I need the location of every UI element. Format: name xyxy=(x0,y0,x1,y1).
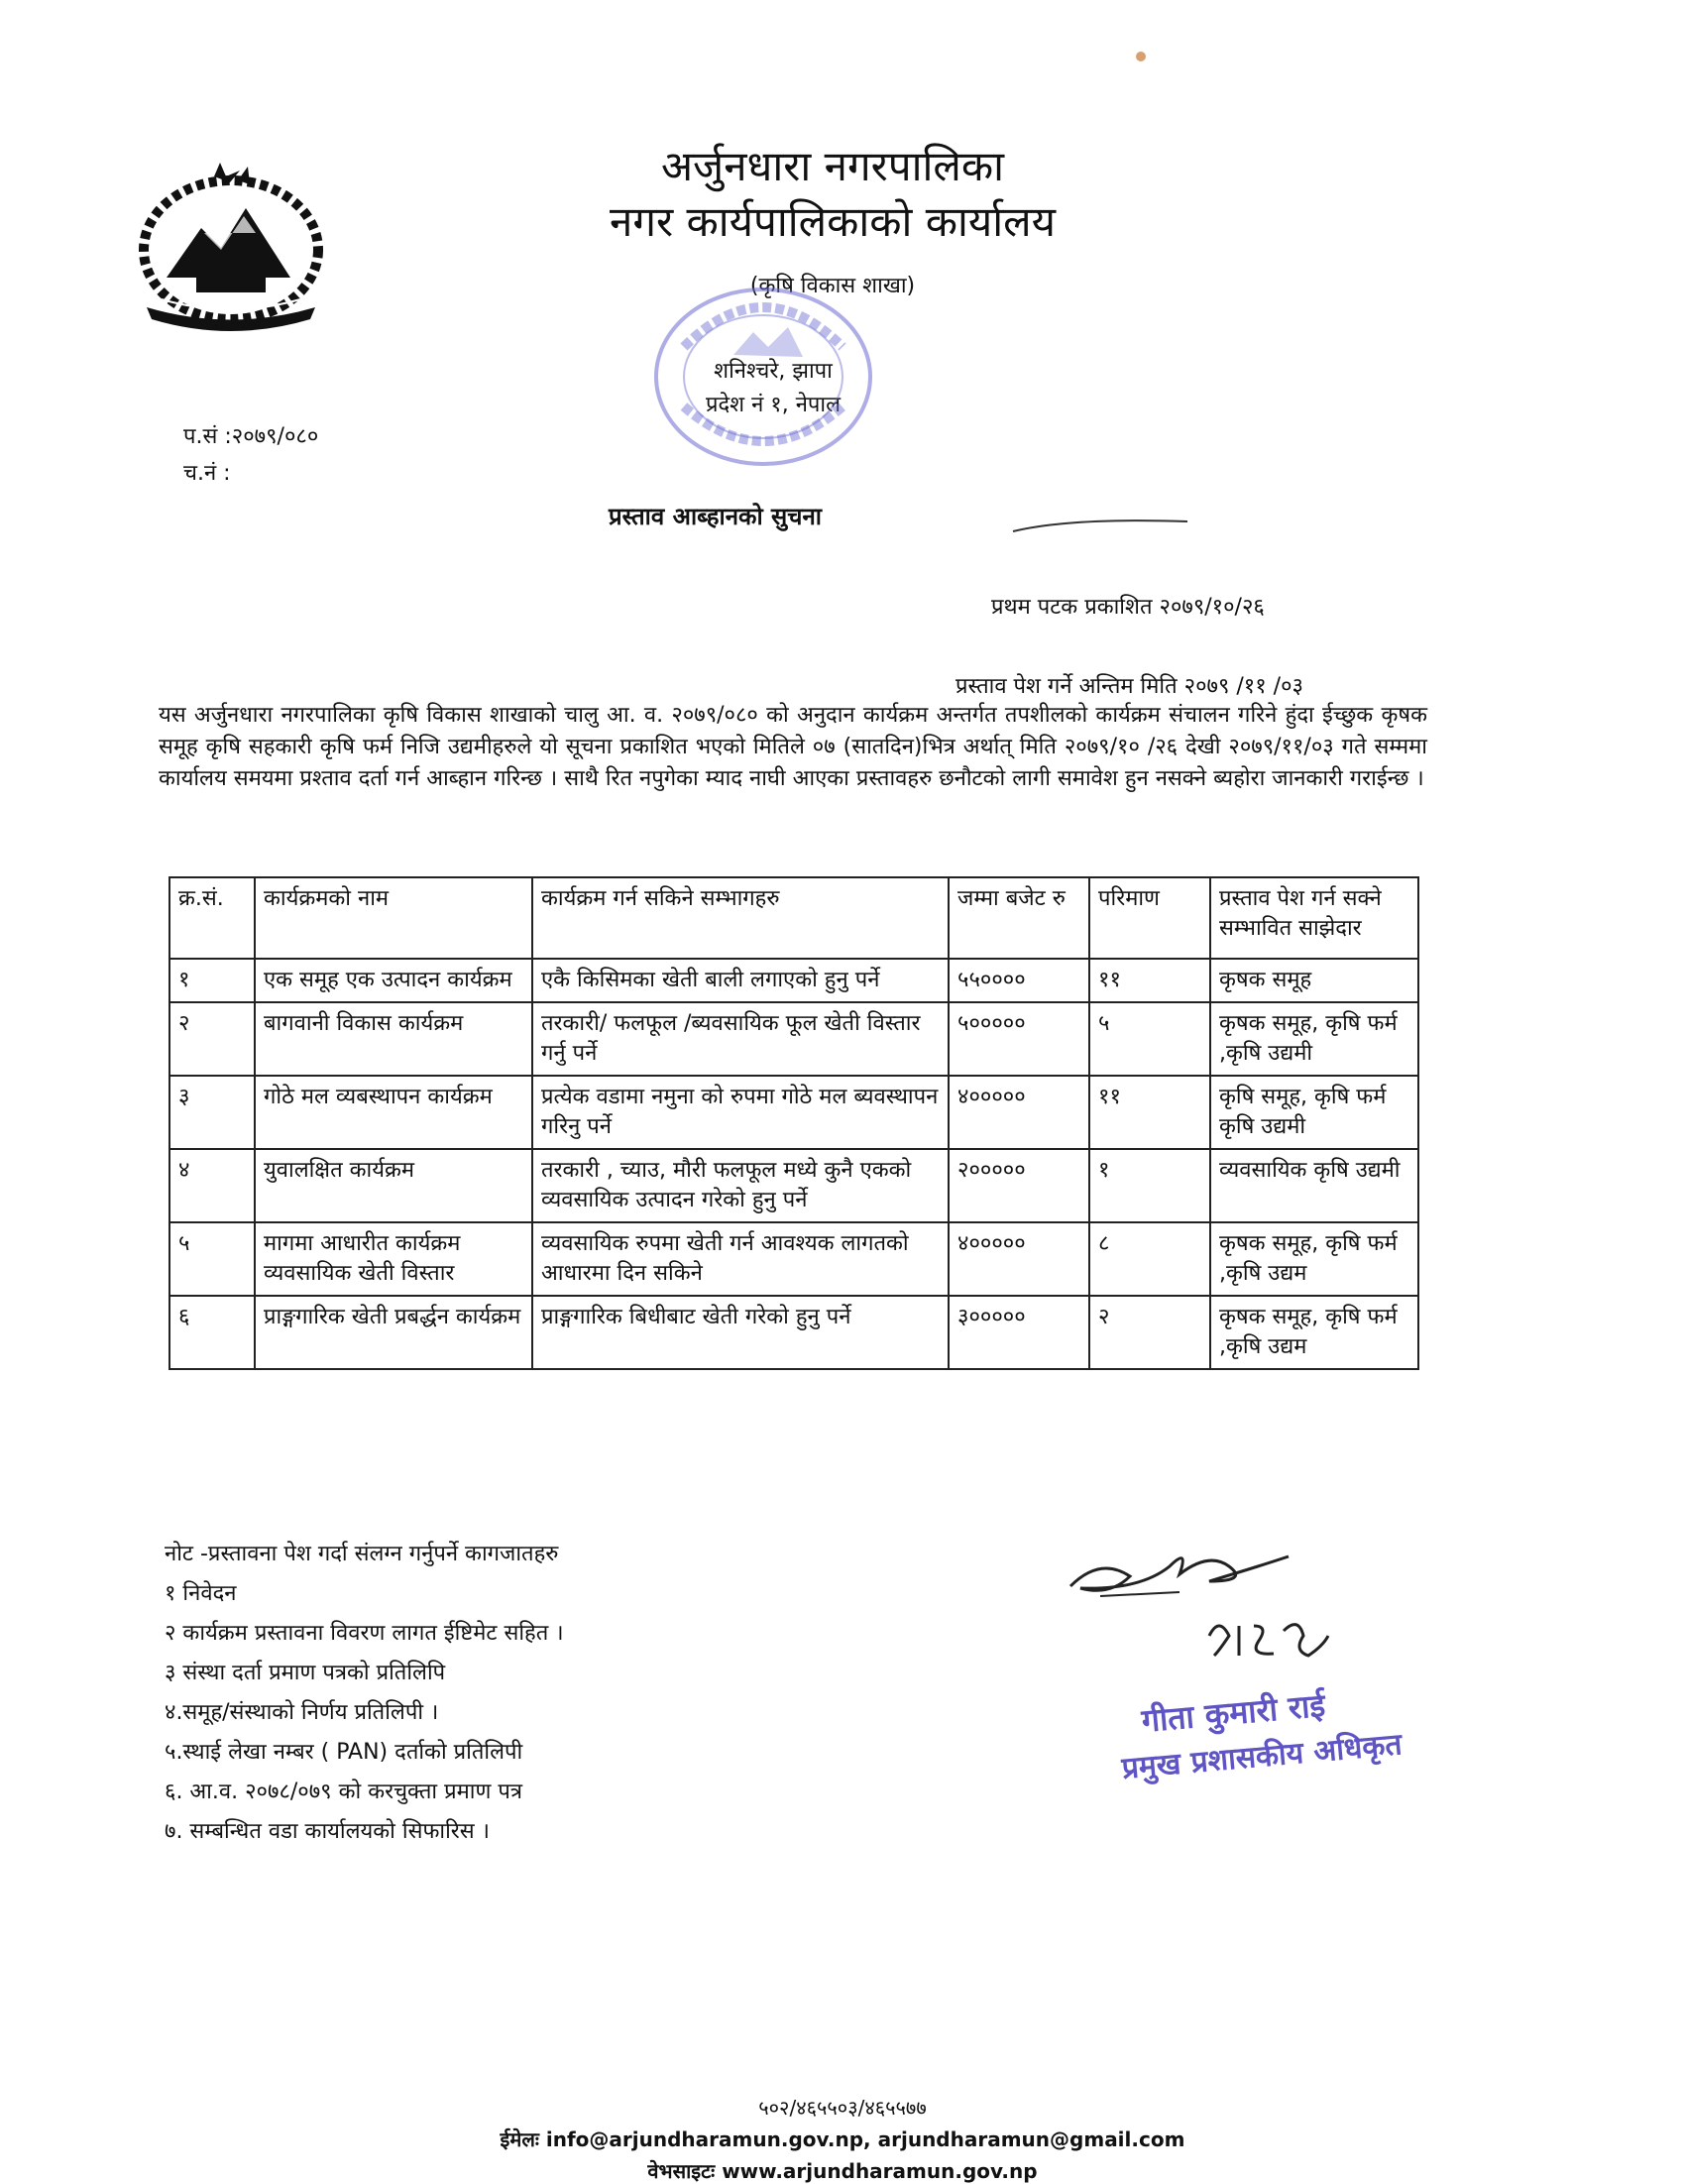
footer-phone: ५०२/४६५५०३/४६५५७७ xyxy=(758,2096,927,2120)
table-row xyxy=(169,1076,1418,1149)
cell-program: प्राङ्गगारिक खेती प्रबर्द्धन कार्यक्रम xyxy=(255,1296,532,1369)
cell-activities: प्रत्येक वडामा नमुना को रुपमा गोठे मल ब्यवस्थापन गरिनु पर्ने xyxy=(532,1076,949,1149)
cell-quantity: ५ xyxy=(1089,1002,1210,1076)
cell-partners: कृषक समूह xyxy=(1210,959,1418,1002)
cell-partners: व्यवसायिक कृषि उद्यमी xyxy=(1210,1149,1418,1222)
first-published-date: प्रथम पटक प्रकाशित २०७९/१०/२६ xyxy=(991,595,1265,620)
cell-budget: २००००० xyxy=(949,1149,1089,1222)
program-table xyxy=(168,876,1419,1370)
cell-activities: प्राङ्गगारिक बिधीबाट खेती गरेको हुनु पर्ने xyxy=(532,1296,949,1369)
col-header-partners: प्रस्ताव पेश गर्न सक्ने सम्भावित साझेदार xyxy=(1210,877,1418,959)
pen-stroke xyxy=(1011,516,1189,535)
cell-sn: ४ xyxy=(169,1149,255,1222)
table-row xyxy=(169,1222,1418,1296)
table-row xyxy=(169,1002,1418,1076)
cell-sn: ५ xyxy=(169,1222,255,1296)
cell-quantity: २ xyxy=(1089,1296,1210,1369)
table-row xyxy=(169,959,1418,1002)
cell-quantity: ८ xyxy=(1089,1222,1210,1296)
cell-quantity: १ xyxy=(1089,1149,1210,1222)
submission-deadline: प्रस्ताव पेश गर्ने अन्तिम मिति २०७९ /११ /०३ xyxy=(955,674,1303,699)
signatory-name: गीता कुमारी राई xyxy=(1140,1685,1327,1740)
cell-activities: व्यवसायिक रुपमा खेती गर्न आवश्यक लागतको आधारमा दिन सकिने xyxy=(532,1222,949,1296)
note-item: ३ संस्था दर्ता प्रमाण पत्रको प्रतिलिपि xyxy=(165,1661,446,1685)
table-row xyxy=(169,1296,1418,1369)
cell-program: एक समूह एक उत्पादन कार्यक्रम xyxy=(255,959,532,1002)
reference-number: प.सं :२०७९/०८० xyxy=(183,424,319,449)
table-row xyxy=(169,1149,1418,1222)
cell-sn: २ xyxy=(169,1002,255,1076)
cell-budget: ४००००० xyxy=(949,1076,1089,1149)
office-subtitle: नगर कार्यपालिकाको कार्यालय xyxy=(610,197,1056,246)
cell-budget: ३००००० xyxy=(949,1296,1089,1369)
cell-partners: कृषक समूह, कृषि फर्म ,कृषि उद्यम xyxy=(1210,1296,1418,1369)
cell-budget: ५००००० xyxy=(949,1002,1089,1076)
paper-speck xyxy=(1136,52,1146,61)
col-header-sn: क्र.सं. xyxy=(169,877,255,959)
address-line-2: प्रदेश नं १, नेपाल xyxy=(705,393,842,417)
cell-activities: एकै किसिमका खेती बाली लगाएको हुनु पर्ने xyxy=(532,959,949,1002)
office-name: अर्जुनधारा नगरपालिका xyxy=(660,142,1005,190)
note-heading: नोट -प्रस्तावना पेश गर्दा संलग्न गर्नुपर्ने कागजातहरु xyxy=(165,1542,559,1566)
cell-partners: कृषक समूह, कृषि फर्म ,कृषि उद्यमी xyxy=(1210,1002,1418,1076)
cell-sn: १ xyxy=(169,959,255,1002)
cell-budget: ४००००० xyxy=(949,1222,1089,1296)
cell-program: गोठे मल व्यबस्थापन कार्यक्रम xyxy=(255,1076,532,1149)
notice-body: यस अर्जुनधारा नगरपालिका कृषि विकास शाखाको चालु आ. व. २०७९/०८० को अनुदान कार्यक्रम अन्तर्गत तपशीलको कार्यक्रम संचालन गरिने हुंदा ईच्छुक कृषक समूह कृषि सहकारी कृषि फर्म निजि उद्यमीहरुले यो सूचना प्रकाशित भएको मितिले ०७ (सातदिन)भित्र अर्थात् मिति २०७९/१० /२६ देखी २०७९/११/०३ गते सम्ममा कार्यालय समयमा प्रश्ताव दर्ता गर्न आब्हान गरिन्छ । साथै रित नपुगेका म्याद नाघी आएका प्रस्तावहरु छनौटको लागी समावेश हुन नसक्ने ब्यहोरा जानकारी गराईन्छ । xyxy=(159,703,1427,791)
cell-quantity: ११ xyxy=(1089,1076,1210,1149)
note-item: ६. आ.व. २०७८/०७९ को करचुक्ता प्रमाण पत्र xyxy=(165,1780,522,1804)
section-name: (कृषि विकास शाखा) xyxy=(749,274,916,298)
cell-program: बागवानी विकास कार्यक्रम xyxy=(255,1002,532,1076)
address-line-1: शनिश्चरे, झापा xyxy=(714,359,833,384)
note-item: २ कार्यक्रम प्रस्तावना विवरण लागत ईष्टिमेट सहित । xyxy=(165,1621,564,1646)
note-item: १ निवेदन xyxy=(165,1581,237,1606)
footer-website[interactable]: वेभसाइटः www.arjundharamun.gov.np xyxy=(647,2159,1038,2183)
cell-program: युवालक्षित कार्यक्रम xyxy=(255,1149,532,1222)
cell-budget: ५५०००० xyxy=(949,959,1089,1002)
col-header-activities: कार्यक्रम गर्न सकिने सम्भागहरु xyxy=(532,877,949,959)
cell-sn: ६ xyxy=(169,1296,255,1369)
handwritten-date xyxy=(1199,1606,1338,1666)
col-header-budget: जम्मा बजेट रु xyxy=(949,877,1089,959)
cell-partners: कृषि समूह, कृषि फर्म कृषि उद्यमी xyxy=(1210,1076,1418,1149)
footer-email[interactable]: ईमेलः info@arjundharamun.gov.np, arjundharamun@gmail.com xyxy=(500,2127,1185,2151)
note-item: ५.स्थाई लेखा नम्बर ( PAN) दर्ताको प्रतिलिपी xyxy=(165,1740,523,1765)
cell-program: मागमा आधारीत कार्यक्रम व्यवसायिक खेती विस्तार xyxy=(255,1222,532,1296)
dispatch-number: च.नं : xyxy=(183,461,231,486)
col-header-quantity: परिमाण xyxy=(1089,877,1210,959)
notice-title: प्रस्ताव आब्हानको सुचना xyxy=(609,503,823,530)
signatory-title: प्रमुख प्रशासकीय अधिकृत xyxy=(1120,1727,1404,1786)
nepal-emblem-icon xyxy=(127,159,335,332)
col-header-program: कार्यक्रमको नाम xyxy=(255,877,532,959)
note-item: ७. सम्बन्धित वडा कार्यालयको सिफारिस । xyxy=(165,1819,491,1844)
cell-partners: कृषक समूह, कृषि फर्म ,कृषि उद्यम xyxy=(1210,1222,1418,1296)
cell-sn: ३ xyxy=(169,1076,255,1149)
official-stamp-icon xyxy=(644,278,882,476)
table-header-row xyxy=(169,877,1418,959)
handwritten-signature xyxy=(1061,1527,1318,1616)
cell-activities: तरकारी , च्याउ, मौरी फलफूल मध्ये कुनै एकको व्यवसायिक उत्पादन गरेको हुनु पर्ने xyxy=(532,1149,949,1222)
note-item: ४.समूह/संस्थाको निर्णय प्रतिलिपी । xyxy=(165,1700,439,1725)
cell-quantity: ११ xyxy=(1089,959,1210,1002)
cell-activities: तरकारी/ फलफूल /ब्यवसायिक फूल खेती विस्तार गर्नु पर्ने xyxy=(532,1002,949,1076)
required-documents-note xyxy=(165,1535,564,1852)
